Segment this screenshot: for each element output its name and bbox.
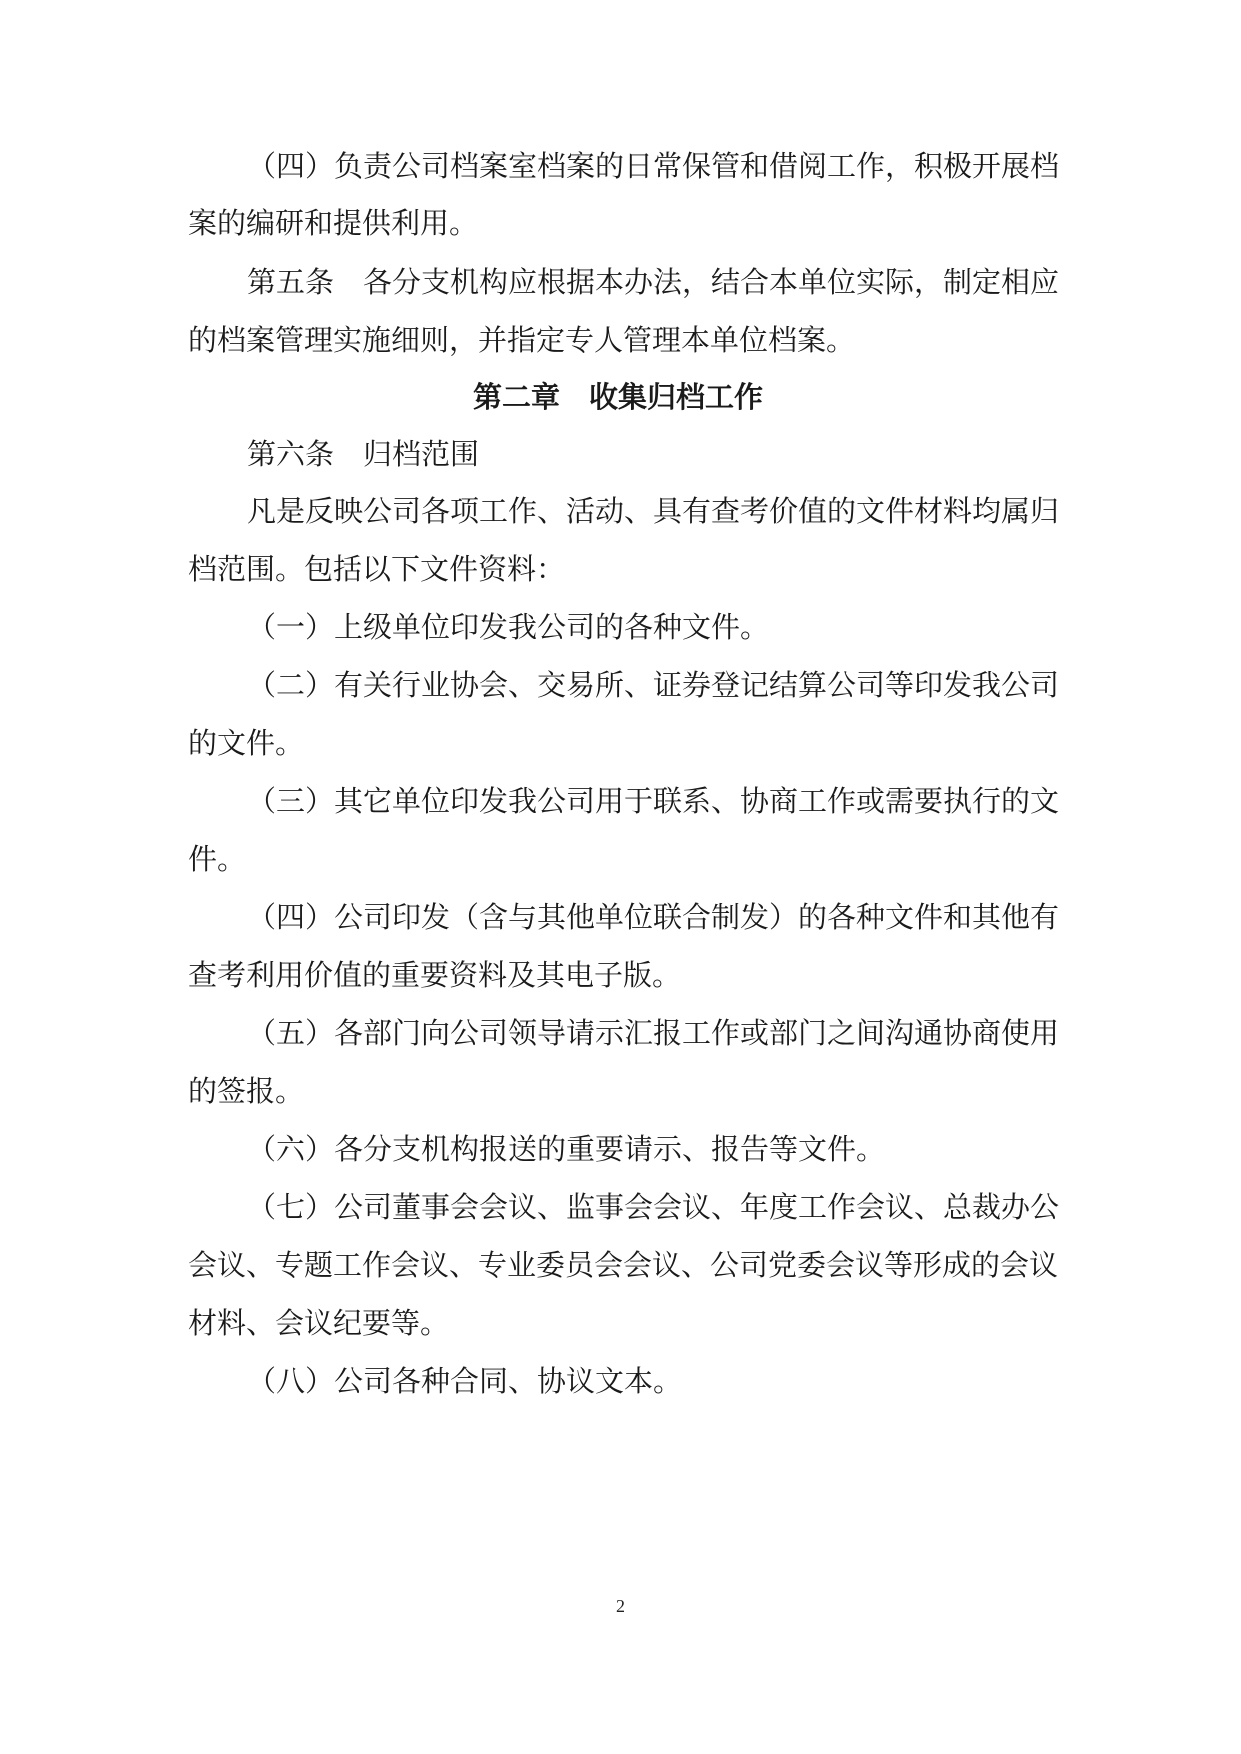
text-line: 的签报。 <box>188 1074 305 1108</box>
text-line: （八）公司各种合同、协议文本。 <box>247 1364 683 1398</box>
text-line: 材料、会议纪要等。 <box>188 1306 450 1340</box>
text-line: 的文件。 <box>188 726 305 760</box>
text-line: 的档案管理实施细则，并指定专人管理本单位档案。 <box>188 323 856 357</box>
text-line: （三）其它单位印发我公司用于联系、协商工作或需要执行的文 <box>247 784 1060 818</box>
text-line: 件。 <box>188 842 247 876</box>
text-line: 档范围。包括以下文件资料： <box>188 552 566 586</box>
text-line: （二）有关行业协会、交易所、证券登记结算公司等印发我公司 <box>247 668 1060 702</box>
page-number: 2 <box>616 1596 625 1616</box>
text-line: 第六条 归档范围 <box>247 437 480 471</box>
text-line: 凡是反映公司各项工作、活动、具有查考价值的文件材料均属归 <box>247 494 1060 528</box>
text-line: 会议、专题工作会议、专业委员会会议、公司党委会议等形成的会议 <box>188 1248 1059 1282</box>
text-line: 第五条 各分支机构应根据本办法，结合本单位实际，制定相应 <box>247 265 1060 299</box>
text-line: 查考利用价值的重要资料及其电子版。 <box>188 958 682 992</box>
text-line: （五）各部门向公司领导请示汇报工作或部门之间沟通协商使用 <box>247 1016 1060 1050</box>
text-line: 案的编研和提供利用。 <box>188 206 479 240</box>
chapter-heading: 第二章 收集归档工作 <box>472 380 763 414</box>
text-line: （四）负责公司档案室档案的日常保管和借阅工作，积极开展档 <box>247 149 1060 183</box>
text-line: （四）公司印发（含与其他单位联合制发）的各种文件和其他有 <box>247 900 1060 934</box>
text-line: （六）各分支机构报送的重要请示、报告等文件。 <box>247 1132 886 1166</box>
text-line: （七）公司董事会会议、监事会会议、年度工作会议、总裁办公 <box>247 1190 1060 1224</box>
text-line: （一）上级单位印发我公司的各种文件。 <box>247 610 770 644</box>
